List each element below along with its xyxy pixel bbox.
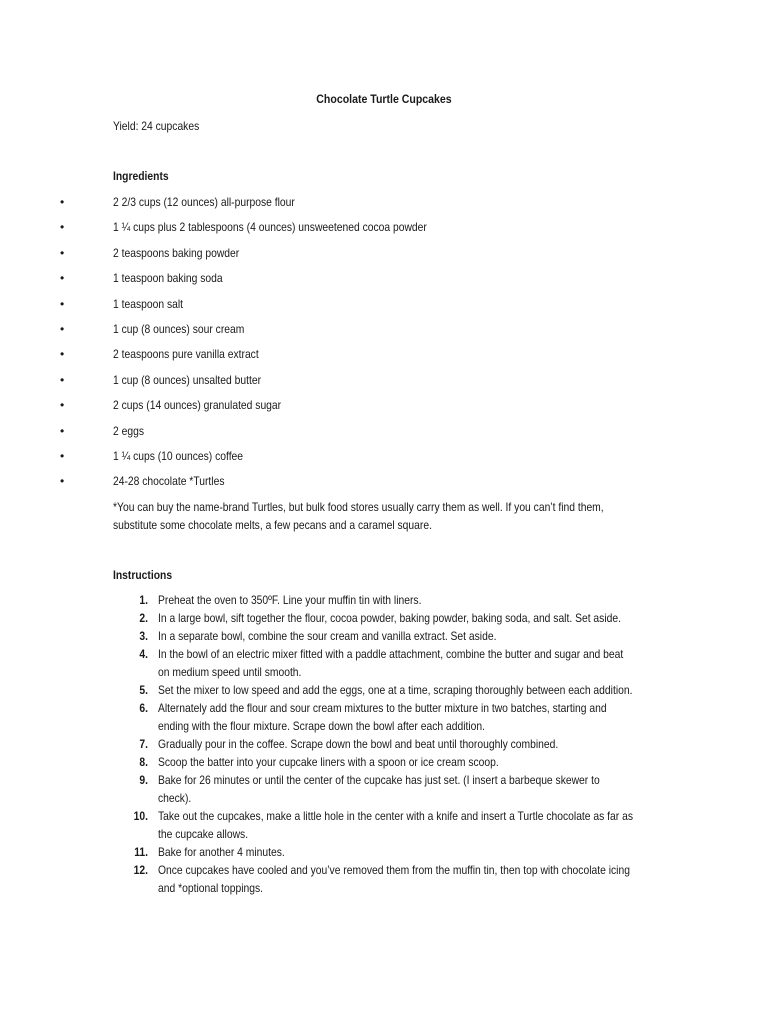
bullet-icon: • [60,448,65,463]
step-line: and *optional toppings. [158,881,264,895]
bullet-icon: • [60,195,65,209]
step-number: 1. [139,593,148,607]
step-line: Gradually pour in the coffee. Scrape down the bowl and beat until thoroughly combined. [158,737,559,751]
bullet-icon: • [60,372,65,387]
step-line: ending with the flour mixture. Scrape down the bowl after each addition. [158,719,486,733]
ingredient-item [0,218,768,243]
yield-text: Yield: 24 cupcakes [113,119,200,133]
turtles-note [113,498,638,534]
step-line: In a large bowl, sift together the flour, cocoa powder, baking powder, baking soda, and salt. Set aside. [158,611,621,625]
instructions-heading: Instructions [113,568,173,582]
bullet-icon: • [60,347,65,362]
note-line: *You can buy the name-brand Turtles, but bulk food stores usually carry them as well. If you can’t find them, [113,500,604,514]
step-text [158,699,648,735]
ingredient-text: 1 teaspoon salt [113,296,184,311]
instruction-step [0,681,768,699]
ingredient-item [0,396,768,421]
step-line: Once cupcakes have cooled and you’ve removed them from the muffin tin, then top with chocolate icing [158,863,630,877]
ingredient-text: 1 cup (8 ounces) sour cream [113,321,245,336]
bullet-icon: • [60,474,65,489]
ingredient-item [0,345,768,370]
instruction-step [0,807,768,843]
ingredient-item [0,269,768,294]
instruction-step [0,843,768,861]
step-line: Bake for 26 minutes or until the center of the cupcake has just set. (I insert a barbeque skewer to [158,773,600,787]
instruction-step [0,771,768,807]
ingredient-text: 1 teaspoon baking soda [113,271,223,286]
step-text [158,807,648,843]
document-title: Chocolate Turtle Cupcakes [316,92,452,106]
bullet-icon: • [60,220,65,235]
ingredient-text: 1 ¼ cups plus 2 tablespoons (4 ounces) unsweetened cocoa powder [113,220,427,235]
step-line: In a separate bowl, combine the sour cream and vanilla extract. Set aside. [158,629,497,643]
instruction-step [0,609,768,627]
step-number: 11. [134,845,148,859]
step-line: Alternately add the flour and sour cream mixtures to the butter mixture in two batches, starting and [158,701,607,715]
step-number: 10. [133,809,148,823]
step-number: 4. [139,647,148,661]
bullet-icon: • [60,245,65,260]
ingredient-item [0,422,768,447]
ingredient-text: 2 teaspoons baking powder [113,245,240,260]
bullet-icon: • [60,321,65,336]
ingredient-item [0,472,768,497]
instruction-step [0,645,768,681]
ingredient-item [0,193,768,218]
ingredient-text: 1 cup (8 ounces) unsalted butter [113,372,262,387]
step-number: 3. [139,629,148,643]
step-line: Scoop the batter into your cupcake liners with a spoon or ice cream scoop. [158,755,499,769]
bullet-icon: • [60,296,65,311]
instruction-step [0,735,768,753]
step-line: on medium speed until smooth. [158,665,302,679]
ingredient-text: 2 eggs [113,423,144,438]
step-text [158,753,648,771]
step-line: Bake for another 4 minutes. [158,845,285,859]
step-text [158,609,648,627]
step-text [158,735,648,753]
note-line: substitute some chocolate melts, a few pecans and a caramel square. [113,518,432,532]
ingredient-item [0,244,768,269]
step-line: Preheat the oven to 350ºF. Line your muffin tin with liners. [158,593,422,607]
step-text [158,645,648,681]
step-line: Take out the cupcakes, make a little hole in the center with a knife and insert a Turtle chocolate as far as [158,809,633,823]
step-text [158,843,648,861]
step-number: 6. [139,701,148,715]
ingredient-item [0,371,768,396]
step-text [158,861,648,897]
bullet-icon: • [60,423,65,438]
step-line: Set the mixer to low speed and add the eggs, one at a time, scraping thoroughly between each addition. [158,683,633,697]
ingredient-item [0,295,768,320]
step-line: the cupcake allows. [158,827,249,841]
ingredient-item [0,447,768,472]
ingredient-text: 2 cups (14 ounces) granulated sugar [113,398,282,413]
ingredients-list [0,193,768,498]
step-number: 12. [133,863,148,877]
step-number: 5. [139,683,148,697]
step-number: 7. [139,737,148,751]
bullet-icon: • [60,271,65,286]
step-text [158,771,648,807]
step-number: 2. [139,611,148,625]
ingredient-text: 2 2/3 cups (12 ounces) all-purpose flour [113,195,295,209]
ingredient-item [0,320,768,345]
ingredients-heading: Ingredients [113,169,169,183]
instruction-step [0,699,768,735]
instruction-step [0,861,768,897]
ingredient-text: 1 ¼ cups (10 ounces) coffee [113,448,244,463]
ingredient-text: 2 teaspoons pure vanilla extract [113,347,259,362]
instruction-step [0,627,768,645]
instruction-step [0,753,768,771]
step-number: 9. [139,773,148,787]
step-text [158,591,648,609]
instructions-list [0,591,768,897]
step-text [158,627,648,645]
step-text [158,681,648,699]
step-line: check). [158,791,192,805]
bullet-icon: • [60,398,65,413]
instruction-step [0,591,768,609]
ingredient-text: 24-28 chocolate *Turtles [113,474,225,489]
step-number: 8. [139,755,148,769]
step-line: In the bowl of an electric mixer fitted with a paddle attachment, combine the butter and sugar and beat [158,647,624,661]
